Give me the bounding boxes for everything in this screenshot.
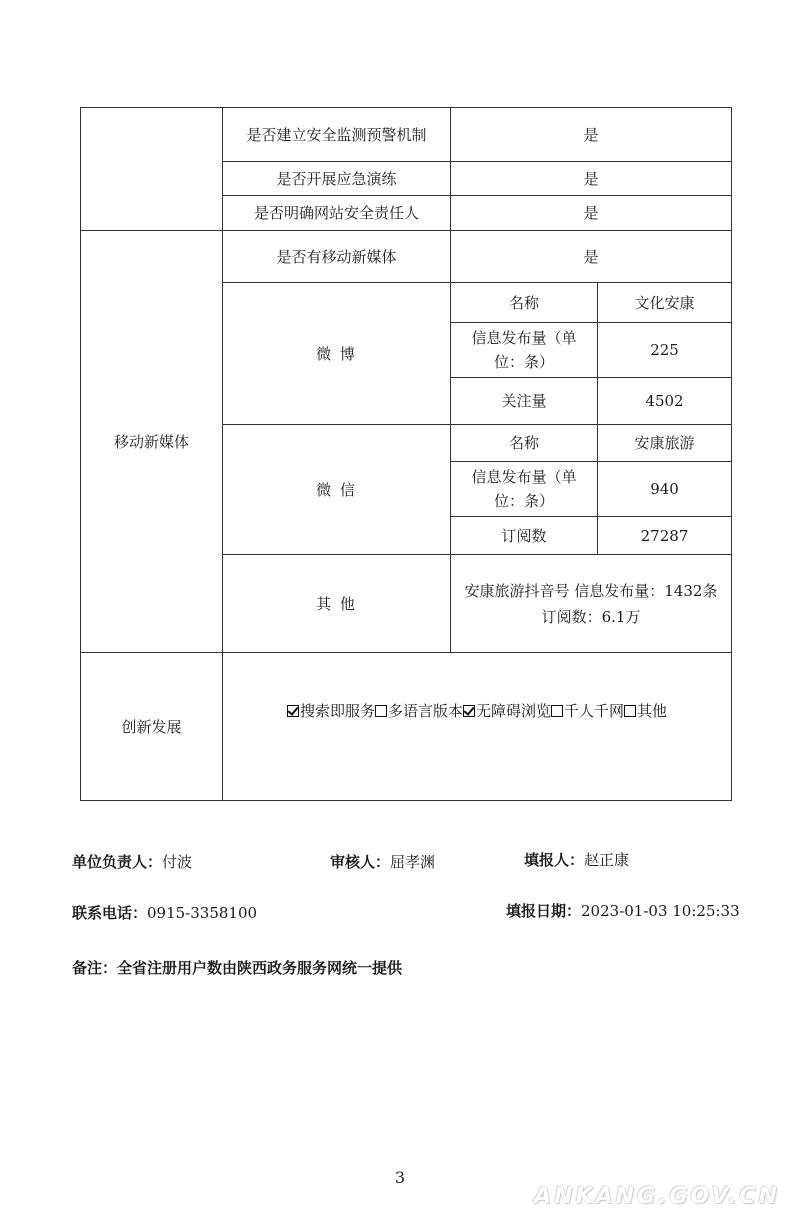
weibo-posts-value: 225 bbox=[598, 323, 732, 378]
monitoring-value: 是 bbox=[451, 108, 732, 162]
site-watermark: ANKANG.GOV.CN bbox=[534, 1184, 780, 1209]
weibo-posts-label: 信息发布量（单位：条） bbox=[451, 323, 598, 378]
responsible-value: 是 bbox=[451, 196, 732, 231]
weibo-label: 微 博 bbox=[223, 283, 451, 425]
filler: 填报人：赵正康 bbox=[524, 851, 630, 869]
remark: 备注：全省注册用户数由陕西政务服务网统一提供 bbox=[72, 959, 403, 977]
weibo-name-value: 文化安康 bbox=[598, 283, 732, 323]
responsible-label: 是否明确网站安全责任人 bbox=[223, 196, 451, 231]
wechat-subs-label: 订阅数 bbox=[451, 517, 598, 555]
weibo-followers-label: 关注量 bbox=[451, 378, 598, 425]
report-table bbox=[80, 107, 732, 801]
fill-date: 填报日期：2023-01-03 10:25:33 bbox=[506, 902, 740, 920]
has-media-label: 是否有移动新媒体 bbox=[223, 231, 451, 283]
unit-head: 单位负责人：付波 bbox=[72, 853, 193, 871]
wechat-subs-value: 27287 bbox=[598, 517, 732, 555]
option-other[interactable]: 其他 bbox=[624, 699, 667, 723]
weibo-name-label: 名称 bbox=[451, 283, 598, 323]
innovation-options bbox=[223, 653, 732, 801]
weibo-followers-value: 4502 bbox=[598, 378, 732, 425]
contact-phone: 联系电话：0915-3358100 bbox=[72, 904, 258, 922]
option-accessibility[interactable]: 无障碍浏览 bbox=[463, 699, 551, 723]
wechat-name-label: 名称 bbox=[451, 425, 598, 462]
wechat-posts-value: 940 bbox=[598, 462, 732, 517]
wechat-label: 微 信 bbox=[223, 425, 451, 555]
page-number: 3 bbox=[394, 1168, 406, 1187]
checkbox-icon[interactable] bbox=[624, 705, 636, 717]
option-multilingual[interactable]: 多语言版本 bbox=[375, 699, 463, 723]
other-media-label: 其 他 bbox=[223, 555, 451, 653]
checkbox-icon[interactable] bbox=[551, 705, 563, 717]
media-section-label: 移动新媒体 bbox=[81, 231, 223, 653]
security-section-cell bbox=[81, 108, 223, 231]
drill-label: 是否开展应急演练 bbox=[223, 162, 451, 196]
drill-value: 是 bbox=[451, 162, 732, 196]
innovation-label: 创新发展 bbox=[81, 653, 223, 801]
monitoring-label: 是否建立安全监测预警机制 bbox=[223, 108, 451, 162]
checkbox-icon[interactable] bbox=[463, 705, 475, 717]
option-personalized[interactable]: 千人千网 bbox=[551, 699, 624, 723]
reviewer: 审核人：屈孝渊 bbox=[330, 853, 436, 871]
checkbox-icon[interactable] bbox=[287, 705, 299, 717]
wechat-name-value: 安康旅游 bbox=[598, 425, 732, 462]
wechat-posts-label: 信息发布量（单位：条） bbox=[451, 462, 598, 517]
option-search-as-service[interactable]: 搜索即服务 bbox=[287, 699, 375, 723]
has-media-value: 是 bbox=[451, 231, 732, 283]
checkbox-icon[interactable] bbox=[375, 705, 387, 717]
other-media-value: 安康旅游抖音号 信息发布量：1432条 订阅数：6.1万 bbox=[451, 555, 732, 653]
